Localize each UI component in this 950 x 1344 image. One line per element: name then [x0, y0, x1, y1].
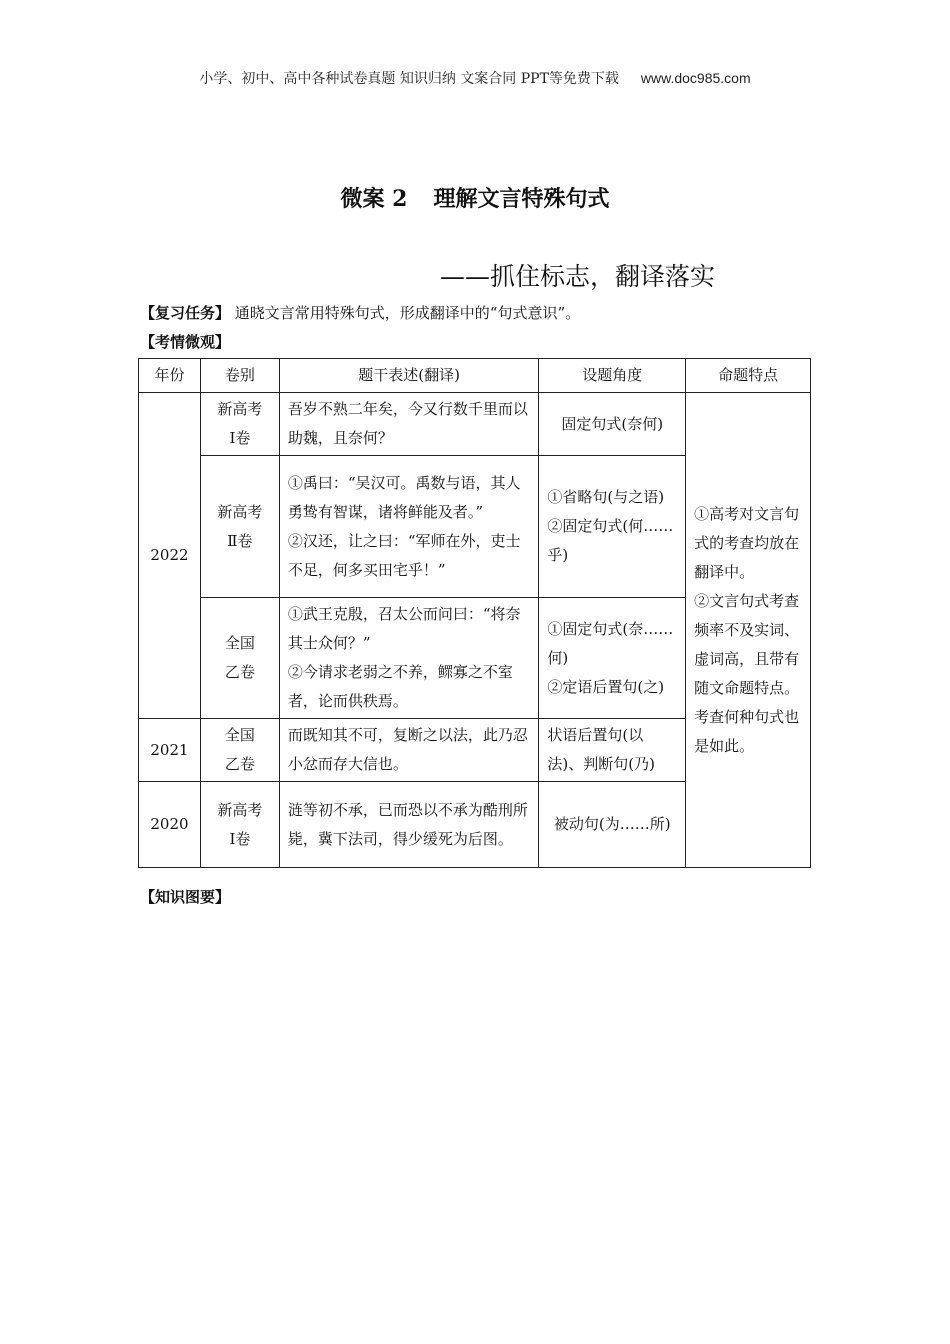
stem-cell: 涟等初不承，已而恐以不承为酷刑所毙，冀下法司，得少缓死为后图。	[279, 782, 539, 868]
year-cell: 2022	[139, 393, 201, 719]
angle-cell: ①固定句式(奈……何) ②定语后置句(之)	[539, 598, 686, 719]
stem-cell: 而既知其不可，复断之以法，此乃忍小忿而存大信也。	[279, 719, 539, 782]
paper-cell: 新高考 Ⅰ卷	[200, 393, 279, 456]
review-task-label: 【复习任务】	[140, 304, 231, 322]
header-angle: 设题角度	[539, 359, 686, 393]
header-year: 年份	[139, 359, 201, 393]
angle-cell: ①省略句(与之语) ②固定句式(何……乎)	[539, 456, 686, 598]
title-part2: 理解文言特殊句式	[433, 186, 610, 212]
paper-cell: 全国 乙卷	[200, 598, 279, 719]
page-title	[0, 182, 950, 213]
kaoqing-label: 【考情微观】	[140, 333, 231, 351]
paper-cell: 全国 乙卷	[200, 719, 279, 782]
header-paper: 卷别	[200, 359, 279, 393]
angle-cell: 状语后置句(以法)、判断句(乃)	[539, 719, 686, 782]
title-part1: 微案 2	[340, 186, 408, 212]
page-header	[0, 68, 950, 88]
table-row	[139, 393, 811, 456]
table-header-row	[139, 359, 811, 393]
angle-cell: 被动句(为……所)	[539, 782, 686, 868]
paper-cell: 新高考 Ⅱ卷	[200, 456, 279, 598]
year-cell: 2021	[139, 719, 201, 782]
page-subtitle: ——抓住标志，翻译落实	[440, 262, 716, 291]
exam-analysis-table	[138, 358, 811, 868]
year-cell: 2020	[139, 782, 201, 868]
header-feature: 命题特点	[686, 359, 811, 393]
stem-cell: ①武王克殷，召太公而问曰：“将奈其士众何？” ②今请求老弱之不养，鳏寡之不室者，论而供秩焉。	[279, 598, 539, 719]
review-task-text: 通晓文言常用特殊句式，形成翻译中的“句式意识”。	[234, 304, 581, 322]
review-task	[140, 302, 580, 323]
header-text: 小学、初中、高中各种试卷真题 知识归纳 文案合同 PPT等免费下载	[199, 71, 619, 87]
stem-cell: ①禹曰：“吴汉可。禹数与语，其人勇鸷有智谋，诸将鲜能及者。” ②汉还，让之曰：“军师在外，吏士不足，何多买田宅乎！”	[279, 456, 539, 598]
zhishi-label: 【知识图要】	[140, 888, 231, 906]
stem-cell: 吾岁不熟二年矣，今又行数千里而以助魏，且奈何？	[279, 393, 539, 456]
paper-cell: 新高考 Ⅰ卷	[200, 782, 279, 868]
feature-cell: ①高考对文言句式的考查均放在翻译中。 ②文言句式考查频率不及实词、虚词高，且带有随文命题特点。考查何种句式也是如此。	[686, 393, 811, 868]
header-url[interactable]: www.doc985.com	[640, 70, 751, 86]
header-stem: 题干表述(翻译)	[279, 359, 539, 393]
angle-cell: 固定句式(奈何)	[539, 393, 686, 456]
